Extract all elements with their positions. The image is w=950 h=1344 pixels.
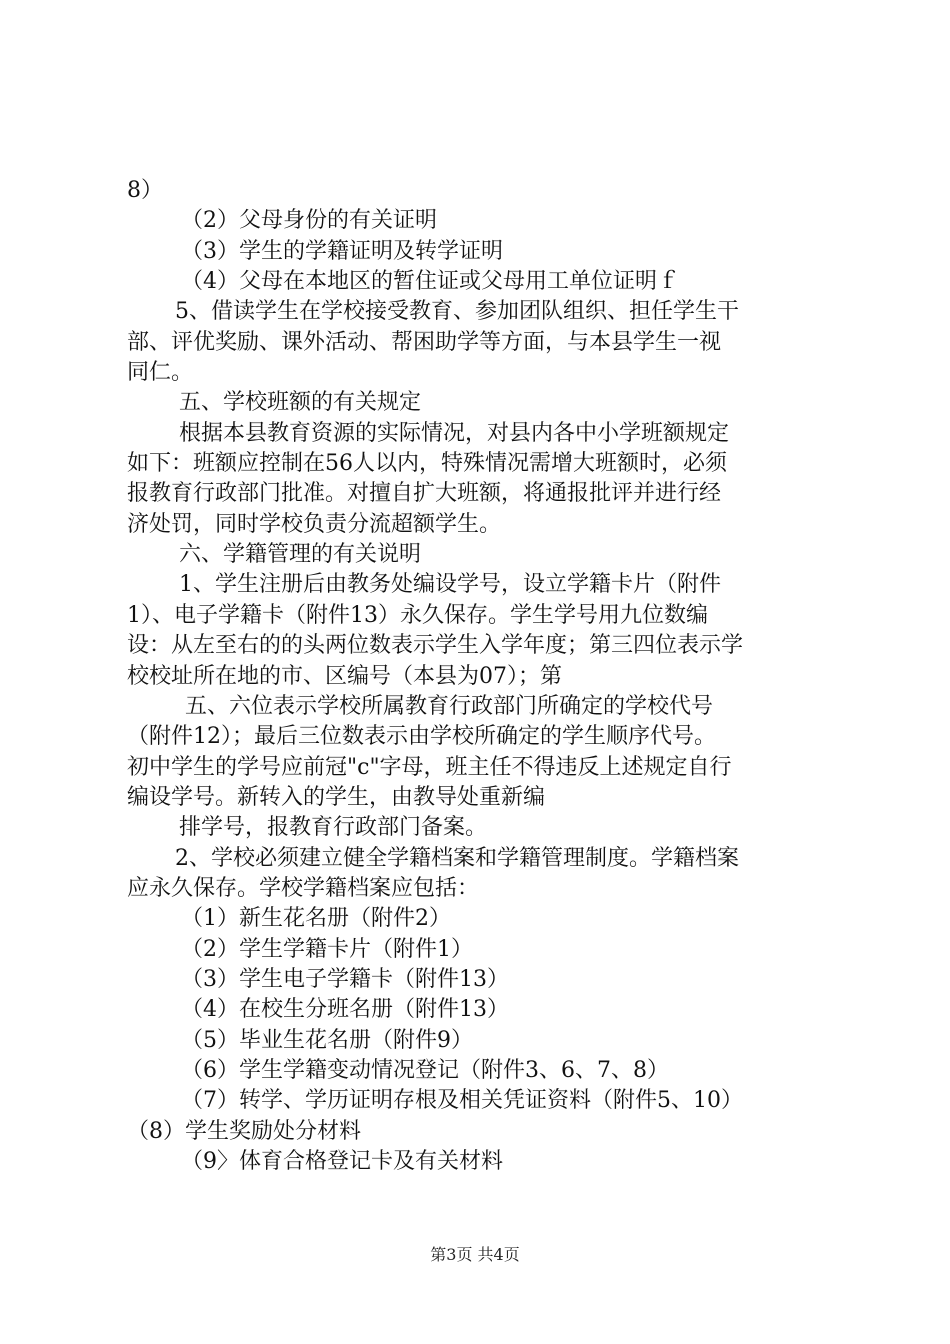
text-line: 排学号，报教育行政部门备案。 (179, 815, 488, 841)
text-line: （6）学生学籍变动情况登记（附件3、6、7、8） (181, 1057, 669, 1083)
text-line: （3）学生电子学籍卡（附件13） (181, 966, 509, 992)
text-line: （8）学生奖励处分材料 (127, 1118, 361, 1144)
text-line: 5、借读学生在学校接受教育、参加团队组织、担任学生干 (175, 299, 739, 325)
text-line: 根据本县教育资源的实际情况，对县内各中小学班额规定 (179, 420, 730, 446)
text-line: 济处罚，同时学校负责分流超额学生。 (127, 511, 502, 537)
text-line: （4）父母在本地区的暂住证或父母用工单位证明ｆ (181, 269, 679, 295)
text-line: 如下：班额应控制在56人以内，特殊情况需增大班额时，必须 (127, 451, 727, 477)
text-line: 编设学号。新转入的学生，由教导处重新编 (127, 784, 546, 810)
text-line: 8） (127, 178, 163, 203)
text-line: 同仁。 (127, 360, 194, 386)
text-line: 设：从左至右的的头两位数表示学生入学年度；第三四位表示学 (127, 633, 744, 659)
page-number-footer: 第3页 共4页 (430, 1245, 520, 1264)
text-line: （附件12）；最后三位数表示由学校所确定的学生顺序代号。 (127, 724, 716, 750)
text-line: 报教育行政部门批准。对擅自扩大班额，将通报批评并进行经 (127, 481, 722, 507)
text-line: 五、六位表示学校所属教育行政部门所确定的学校代号 (185, 693, 714, 719)
text-line: 校校址所在地的市、区编号（本县为07）；第 (127, 663, 562, 689)
text-line: 初中学生的学号应前冠"c"字母，班主任不得违反上述规定自行 (127, 754, 732, 780)
text-line: 五、学校班额的有关规定 (179, 390, 422, 416)
text-line: （5）毕业生花名册（附件9） (181, 1027, 473, 1053)
text-line: （7）转学、学历证明存根及相关凭证资料（附件5、10） (181, 1088, 743, 1114)
text-line: 应永久保存。学校学籍档案应包括： (127, 875, 480, 901)
text-line: （9〉体育合格登记卡及有关材料 (181, 1149, 503, 1174)
text-line: 1）、电子学籍卡（附件13）永久保存。学生学号用九位数编 (127, 602, 708, 628)
text-line: （2）学生学籍卡片（附件1） (181, 936, 473, 962)
text-line: 1、学生注册后由教务处编设学号，设立学籍卡片（附件 (179, 572, 721, 598)
text-line: （2）父母身份的有关证明 (181, 208, 437, 234)
text-line: 部、评优奖励、课外活动、帮困助学等方面，与本县学生一视 (127, 329, 722, 355)
text-line: 2、学校必须建立健全学籍档案和学籍管理制度。学籍档案 (175, 845, 739, 871)
document-body (127, 176, 847, 1177)
text-line: 六、学籍管理的有关说明 (179, 542, 422, 568)
text-line: （1）新生花名册（附件2） (181, 906, 451, 932)
text-line: （4）在校生分班名册（附件13） (181, 997, 509, 1023)
text-line: （3）学生的学籍证明及转学证明 (181, 238, 503, 264)
